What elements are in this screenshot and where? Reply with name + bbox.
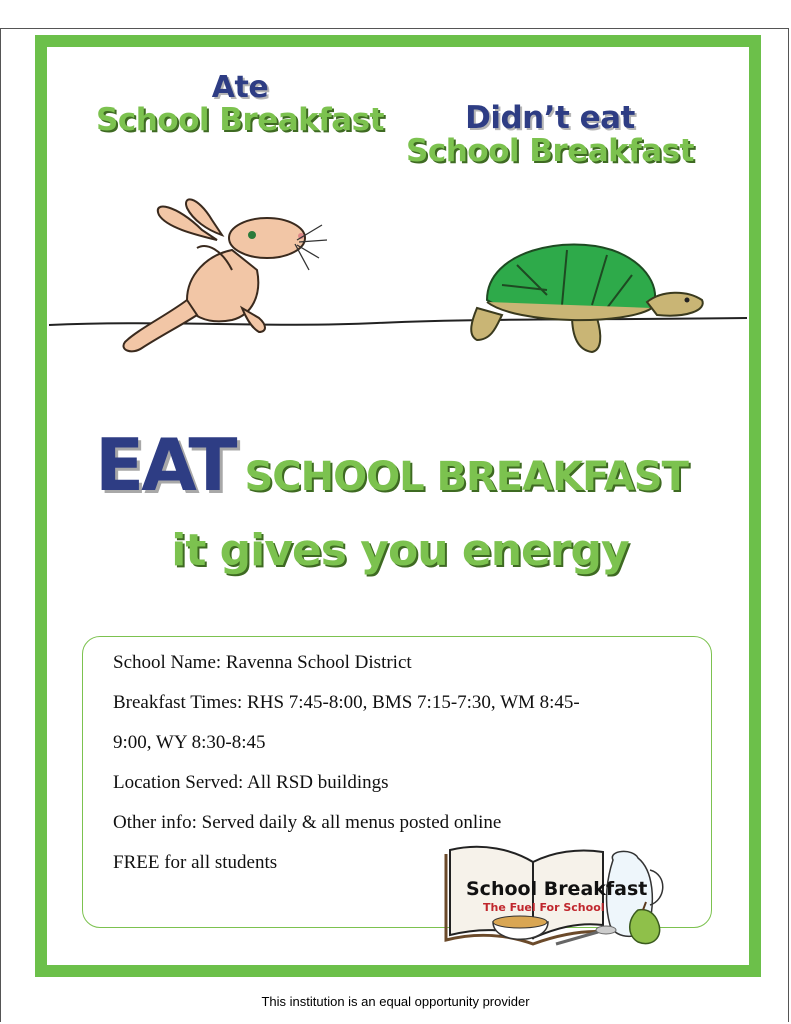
breakfast-times-line2: 9:00, WY 8:30-8:45 [113, 732, 266, 753]
location-served: Location Served: All RSD buildings [113, 772, 389, 793]
breakfast-times-line1: Breakfast Times: RHS 7:45-8:00, BMS 7:15-7:30, WM 8:45- [113, 692, 580, 713]
ate-heading-line1: Ate [211, 70, 269, 105]
logo-title: School Breakfast [466, 878, 648, 900]
race-scene [47, 190, 749, 370]
ate-heading-line2: School Breakfast [96, 101, 384, 138]
main-title [95, 423, 735, 507]
school-breakfast-logo [438, 840, 670, 952]
turtle-icon [471, 244, 703, 352]
free-note: FREE for all students [113, 852, 278, 873]
didnt-eat-heading [400, 102, 700, 167]
logo-tagline: The Fuel For School [483, 901, 605, 914]
didnt-eat-heading-line2: School Breakfast [406, 132, 694, 169]
main-subtitle: it gives you energy [171, 525, 629, 576]
school-name: School Name: Ravenna School District [113, 652, 412, 673]
rabbit-icon [123, 199, 327, 351]
didnt-eat-heading-line1: Didn’t eat [465, 100, 635, 136]
main-title-school-breakfast: SCHOOL BREAKFAST [244, 454, 688, 500]
footer-note: This institution is an equal opportunity provider [261, 994, 530, 1009]
other-info: Other info: Served daily & all menus posted online [113, 812, 502, 833]
main-title-eat: EAT [95, 423, 235, 507]
ate-heading [90, 72, 390, 136]
